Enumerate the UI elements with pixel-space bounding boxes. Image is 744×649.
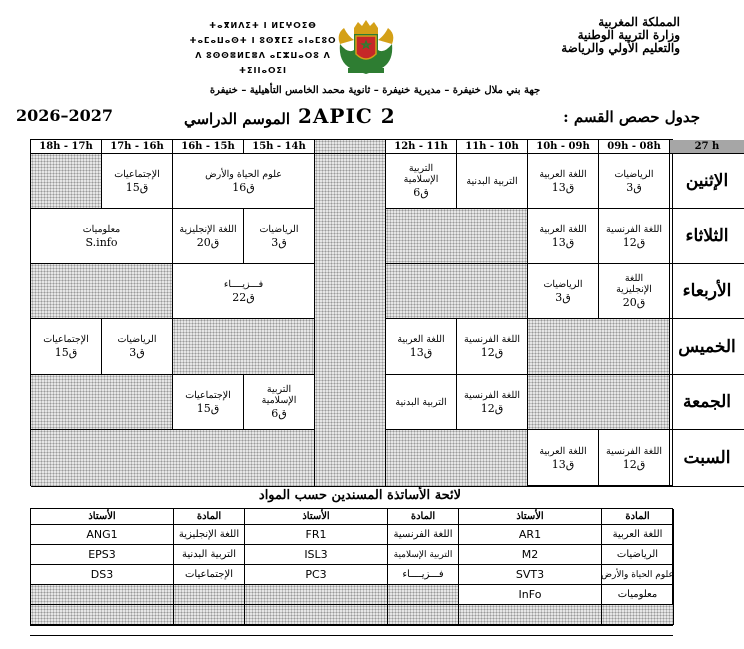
- col-subject-header: المادة: [174, 509, 245, 525]
- session-subject: اللغة الإنجليزية: [616, 273, 652, 295]
- coat-of-arms-icon: [334, 14, 398, 78]
- region-line: جهة بني ملال خنيفرة – مديرية خنيفرة – ثانوية محمد الخامس التأهيلية – خنيفرة: [209, 85, 541, 96]
- session-room: ق13: [551, 457, 575, 471]
- empty-slot: [173, 319, 315, 375]
- day-label: الإثنين: [670, 154, 744, 209]
- teacher-code: EPS3: [31, 545, 174, 565]
- empty-slot: [31, 375, 173, 430]
- empty-subject-cell: [174, 585, 245, 605]
- teacher-code: FR1: [245, 525, 388, 545]
- schedule-table: [30, 139, 736, 486]
- teacher-code: DS3: [31, 565, 174, 585]
- session-subject: الإجتماعيات: [43, 334, 89, 345]
- teacher-code: PC3: [245, 565, 388, 585]
- session-cell: [173, 264, 315, 319]
- session-room: ق13: [551, 180, 575, 194]
- session-room: S.info: [85, 235, 118, 249]
- subject-name: اللغة الفرنسية: [388, 525, 459, 545]
- session-subject: الرياضيات: [614, 168, 654, 180]
- empty-slot: [31, 264, 173, 319]
- session-cell: [528, 209, 599, 264]
- session-cell: [386, 375, 457, 430]
- session-cell: [173, 154, 315, 209]
- empty-slot: [31, 154, 102, 209]
- ministry-line: والتعليم الأولي والرياضة: [561, 41, 680, 55]
- session-room: ق12: [622, 457, 646, 471]
- subject-name: علوم الحياة والأرض: [602, 565, 674, 585]
- empty-slot: [386, 209, 528, 264]
- session-cell: [244, 209, 315, 264]
- session-subject: اللغة الإنجليزية: [179, 223, 237, 235]
- session-room: ق12: [622, 235, 646, 249]
- session-room: ق15: [125, 180, 149, 194]
- session-subject: التربية الإسلامية: [261, 384, 297, 406]
- session-room: ق15: [196, 401, 220, 415]
- subject-name: الرياضيات: [602, 545, 674, 565]
- session-room: ق12: [480, 346, 504, 359]
- subject-name: معلوميات: [602, 585, 674, 605]
- schedule-label: جدول حصص القسم :: [563, 108, 700, 126]
- day-label: الجمعة: [670, 375, 744, 430]
- subject-name: التربية البدنية: [174, 545, 245, 565]
- ministry-line: ⵜⴰⵎⴰⵡⴰⵙⵜ ⵏ ⵓⵙⴳⵎⵉ ⴰⵏⴰⵎⵓⵔ: [189, 36, 337, 45]
- session-cell: [528, 264, 599, 319]
- day-label: الثلاثاء: [670, 209, 744, 264]
- session-subject: اللغة الفرنسية: [605, 445, 663, 457]
- time-slot-header: 18h - 17h: [31, 140, 102, 154]
- session-subject: اللغة الفرنسية: [463, 389, 521, 401]
- col-teacher-header: الأستاذ: [245, 509, 388, 525]
- session-room: ق3: [626, 180, 642, 194]
- session-subject: الإجتماعيات: [185, 389, 231, 401]
- empty-teacher-cell: [31, 605, 174, 625]
- session-room: ق3: [271, 235, 287, 249]
- day-label: الأربعاء: [670, 264, 744, 319]
- empty-slot: [31, 430, 315, 487]
- session-room: ق6: [413, 186, 429, 199]
- teacher-code: SVT3: [459, 565, 602, 585]
- time-slot-header: 17h - 16h: [102, 140, 173, 154]
- time-slot-header: 12h - 11h: [386, 140, 457, 154]
- empty-slot: [528, 375, 670, 430]
- session-room: ق16: [232, 180, 255, 194]
- teachers-title: لائحة الأساتذة المسندين حسب المواد: [258, 488, 462, 503]
- session-room: ق13: [409, 346, 433, 359]
- empty-teacher-cell: [245, 585, 388, 605]
- session-cell: [599, 430, 670, 487]
- col-teacher-header: الأستاذ: [31, 509, 174, 525]
- empty-subject-cell: [602, 605, 674, 625]
- total-hours: 27 h: [670, 140, 744, 154]
- session-cell: [599, 209, 670, 264]
- session-cell: [386, 319, 457, 375]
- session-subject: اللغة العربية: [539, 223, 587, 235]
- session-subject: فـــزيــــاء: [223, 278, 264, 290]
- session-cell: [386, 154, 457, 209]
- session-cell: [457, 375, 528, 430]
- lunch-break-header: [315, 140, 386, 154]
- season-label: الموسم الدراسي: [183, 110, 290, 128]
- time-slot-header: 10h - 09h: [528, 140, 599, 154]
- session-cell: [173, 209, 244, 264]
- teacher-code: M2: [459, 545, 602, 565]
- col-teacher-header: الأستاذ: [459, 509, 602, 525]
- class-code: 2APIC 2: [298, 104, 396, 128]
- ministry-name-arabic: [470, 16, 680, 55]
- session-subject: الرياضيات: [117, 334, 157, 345]
- session-room: ق3: [129, 346, 145, 359]
- empty-teacher-cell: [31, 585, 174, 605]
- empty-subject-cell: [388, 605, 459, 625]
- ministry-line: المملكة المغربية: [598, 15, 680, 29]
- subject-name: فـــزيــــاء: [388, 565, 459, 585]
- empty-subject-cell: [174, 605, 245, 625]
- footer-divider: [30, 635, 673, 636]
- day-label: الخميس: [670, 319, 744, 375]
- session-subject: اللغة الفرنسية: [463, 334, 521, 345]
- session-subject: التربية الإسلامية: [403, 163, 439, 185]
- ministry-line: ⵜⴰⴳⵍⴷⵉⵜ ⵏ ⵍⵎⵖⵔⵉⴱ: [209, 21, 317, 30]
- subject-name: التربية الإسلامية: [388, 545, 459, 565]
- session-subject: الإجتماعيات: [114, 168, 160, 180]
- ministry-line: وزارة التربية الوطنية: [577, 28, 680, 42]
- time-slot-header: 16h - 15h: [173, 140, 244, 154]
- session-subject: التربية البدنية: [466, 175, 518, 187]
- session-cell: [102, 154, 173, 209]
- teacher-code: AR1: [459, 525, 602, 545]
- session-room: ق20: [622, 296, 646, 309]
- session-room: ق3: [555, 290, 571, 304]
- session-subject: الرياضيات: [259, 223, 299, 235]
- session-cell: [457, 319, 528, 375]
- session-subject: علوم الحياة والأرض: [205, 168, 282, 180]
- session-cell: [457, 154, 528, 209]
- session-subject: اللغة العربية: [539, 168, 587, 180]
- session-cell: [102, 319, 173, 375]
- session-subject: اللغة العربية: [539, 445, 587, 457]
- session-cell: [528, 154, 599, 209]
- session-room: ق15: [54, 346, 78, 359]
- teacher-code: ANG1: [31, 525, 174, 545]
- session-room: ق6: [271, 407, 287, 420]
- subject-name: اللغة العربية: [602, 525, 674, 545]
- col-subject-header: المادة: [388, 509, 459, 525]
- session-room: ق20: [196, 235, 220, 249]
- col-subject-header: المادة: [602, 509, 674, 525]
- lunch-break: [315, 154, 386, 487]
- empty-teacher-cell: [459, 605, 602, 625]
- session-cell: [528, 430, 599, 487]
- empty-teacher-cell: [245, 605, 388, 625]
- time-slot-header: 15h - 14h: [244, 140, 315, 154]
- session-subject: التربية البدنية: [395, 396, 447, 408]
- teacher-code: ISL3: [245, 545, 388, 565]
- ministry-name-tifinagh: [188, 18, 338, 78]
- session-cell: [31, 209, 173, 264]
- empty-slot: [386, 430, 528, 487]
- session-room: ق13: [551, 235, 575, 249]
- time-slot-header: 09h - 08h: [599, 140, 670, 154]
- empty-slot: [528, 319, 670, 375]
- session-room: ق12: [480, 401, 504, 415]
- subject-name: اللغة الإنجليزية: [174, 525, 245, 545]
- session-subject: اللغة العربية: [397, 334, 445, 345]
- empty-subject-cell: [388, 585, 459, 605]
- session-subject: معلوميات: [82, 223, 121, 235]
- subject-name: الإجتماعيات: [174, 565, 245, 585]
- school-year: 2026–2027: [16, 106, 114, 125]
- session-cell: [244, 375, 315, 430]
- session-cell: [599, 154, 670, 209]
- time-slot-header: 11h - 10h: [457, 140, 528, 154]
- teachers-table: [30, 508, 673, 626]
- empty-slot: [386, 264, 528, 319]
- ministry-line: ⴷ ⵓⵙⵙⴻⵍⵎⴻⴷ ⴰⵎⵣⵡⴰⵔⵓ ⴷ ⵜⵉⵏⵏⴰⵔⵉⵏ: [195, 51, 331, 75]
- session-subject: اللغة الفرنسية: [605, 223, 663, 235]
- session-subject: الرياضيات: [543, 278, 583, 290]
- session-cell: [31, 319, 102, 375]
- session-cell: [599, 264, 670, 319]
- teacher-code: InFo: [459, 585, 602, 605]
- session-cell: [173, 375, 244, 430]
- day-label: السبت: [670, 430, 744, 487]
- session-room: ق22: [232, 290, 255, 304]
